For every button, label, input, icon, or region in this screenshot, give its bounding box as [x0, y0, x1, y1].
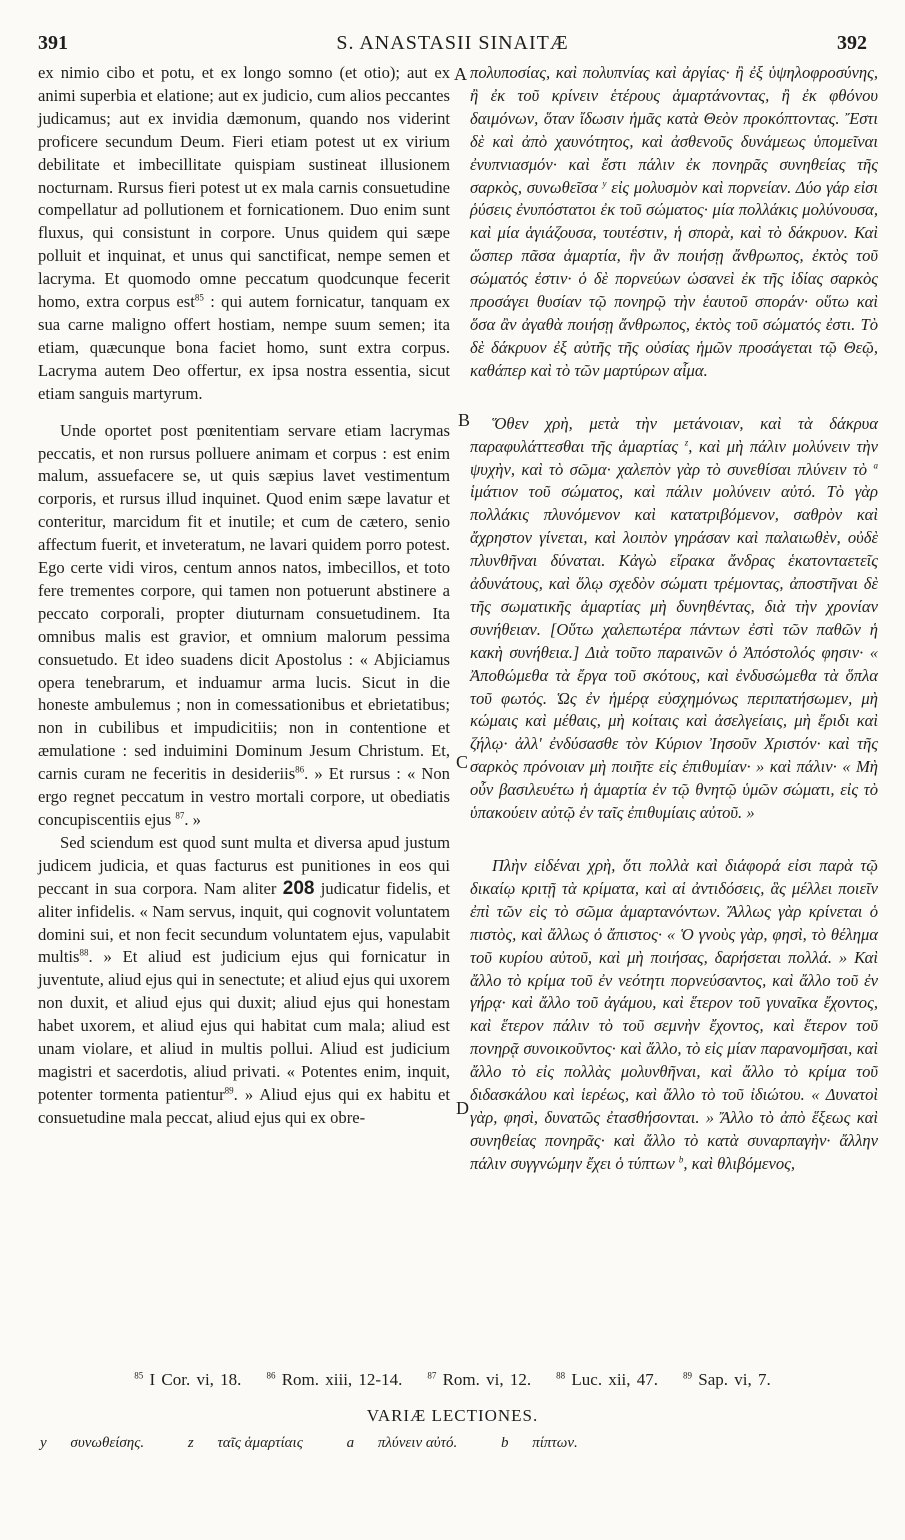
footnote-number: 87: [427, 1370, 437, 1381]
footnote-ref: 87: [175, 810, 185, 821]
footnote: [427, 1370, 531, 1389]
latin-column: [38, 62, 450, 1130]
latin-text: Unde oportet post pœnitentiam servare etiam lacrymas peccatis, et non rursus polluere animam et corpus : est enim malum, assuefacere se, ut quis sæpius lavet vestimentum corporis, et rursus illud inquinet. Quod enim sæpe lavatur et conteritur, marcidum fit et inutile; et cum de cætero, senio affectum fuerit, et inveteratum, ne lavari quidem porro potest. Ego certe vidi viros, centum annos natos, imbecillos, et toto fere trementes corpore, qui tamen non potuerunt abstinere a peccato corporali, propter diuturnam consuetudinem. Ita omnibus malis est gravior, et omnium malorum pessima consuetudo. Et ideo suadens dicit Apostolus : « Abjiciamus opera tenebrarum, et induamur arma lucis. Sicut in die honeste ambulemus ; non in comessationibus et ebrietatibus; non in cubilibus et impudicitiis; non in contentione et æmulatione : sed induimini Dominum Jesum Christum. Et, carnis curam ne feceritis in desideriis: [38, 420, 450, 784]
footnote-text: I Cor. vi, 18.: [149, 1370, 242, 1389]
greek-text: ἱμάτιον τοῦ σώματος, καὶ πάλιν μολύνειν αὐτό. Τὸ γὰρ πολλάκις πλυνόμενον καὶ κατατριβόμενον, σαθρὸν καὶ ἄχρηστον γίνεται, καὶ λοιπὸν γηράσαν καὶ παλαιωθὲν, οὐδὲ πλυνθῆναι δύναται. Κἀγὼ εἴρακα ἄνδρας ἑκατονταετεῖς ἀδυνάτους, καὶ ὅλῳ σχεδὸν σώματι τρέμοντας, ἀποστῆναι δὲ τῆς σωματικῆς ἁμαρτίας μὴ δυνηθέντας, διὰ τὴν χρονίαν συνήθειαν. [Οὕτω χαλεπωτέρα πάντων ἐστὶ τῶν παθῶν ἡ κακὴ συνήθεια.] Διὰ τοῦτο παραινῶν ὁ Ἀπόστολός φησιν· « Ἀποθώμεθα τὰ ἔργα τοῦ σκότους, καὶ ἐνδυσώμεθα τὰ ὅπλα τοῦ φωτός. Ὡς ἐν ἡμέρᾳ εὐσχημόνως περιπατήσωμεν, μὴ κώμαις καὶ μέθαις, μὴ κοίταις καὶ ἀσελγείαις, μὴ ἔριδι καὶ ζήλῳ· ἀλλ' ἐνδύσασθε τὸν Κύριον Ἰησοῦν Χριστόν· καὶ τῆς σαρκὸς πρόνοιαν μὴ ποιῆτε εἰς ἐπιθυμίαν· » καὶ πάλιν· « Μὴ οὖν βασιλευέτω ἡ ἁμαρτία ἐν τῷ θνητῷ ὑμῶν σώματι, εἰς τὸ ὑπακούειν αὐτῷ ἐν ταῖς ἐπιθυμίαις αὐτοῦ. »: [470, 482, 878, 823]
variant-ref: a: [873, 459, 878, 470]
variant-ref: b: [678, 1154, 684, 1165]
latin-text: ex nimio cibo et potu, et ex longo somno (et otio); aut ex animi superbia et elatione; aut ex judicio, cum alios peccantes judicamus; aut ex invidia dæmonum, quando nos viderint proficere secundum Deum. Fieri etiam potest ut ex virium debilitate et imbecillitate quispiam sustineat illusionem nocturnam. Rursus fieri potest ut ex mala carnis consuetudine compellatur ad pollutionem et fornicationem. Duo enim sunt fluxus, qui consistunt in corpore. Unus quidem qui sæpe polluit et inquinat, et unus qui sanctificat, nempe semen et lacryma. Et quomodo omne peccatum quodcunque fecerit homo, extra corpus est: [38, 63, 450, 312]
variant-mark: a: [346, 1435, 355, 1451]
greek-paragraph-3: [470, 855, 878, 1176]
variant-reading: [347, 1435, 478, 1451]
variant-text: πίπτων.: [532, 1435, 578, 1451]
latin-paragraph-3: [38, 832, 450, 1130]
footnote-text: Sap. vi, 7.: [698, 1370, 771, 1389]
footnote-ref: 89: [224, 1085, 234, 1096]
footnote-number: 89: [683, 1370, 693, 1381]
latin-text: Sed sciendum est quod sunt multa et diversa apud justum judicem judicia, et quas facturus est punitiones in eos qui peccant in sua corpora. Nam aliter: [38, 832, 450, 898]
variant-mark: z: [187, 1435, 194, 1451]
greek-text: , καὶ θλιβόμενος,: [683, 1153, 796, 1173]
variant-ref: y: [602, 178, 607, 188]
greek-paragraph-1: [470, 62, 878, 383]
greek-paragraph-2: [470, 413, 878, 825]
variae-lectiones-title: VARIÆ LECTIONES.: [366, 1406, 539, 1425]
running-title: S. ANASTASII SINAITÆ: [336, 32, 569, 54]
greek-text: εἰς μολυσμὸν καὶ πορνείαν. Δύο γάρ εἰσι ῥύσεις ἐνυπόστατοι ἐκ τοῦ σώματος· μία πολλάκις μολύνουσα, καὶ μία ἁγιάζουσα, τουτέστιν, ἡ σπορὰ, καὶ τὸ δάκρυον. Καὶ ὥσπερ πᾶσα ἁμαρτία, ἣν ἂν ποιήσῃ ἄνθρωπος, ἐκτὸς τοῦ σώματός ἐστιν· ὁ δὲ πορνεύων ὡσανεὶ ἐκ τῆς ἰδίας σαρκὸς προσάγει θυσίαν τῷ πονηρῷ τὴν ἑαυτοῦ σποράν· οὕτω καὶ ὅσα ἂν ἀγαθὰ ποιήσῃ ἄνθρωπος, ἐκτὸς τοῦ σώματός ἐστι. Τὸ δὲ δάκρυον ἐξ αὐτῆς τῆς οὐσίας ἡμῶν προσάγεται τῷ Θεῷ, καθάπερ καὶ τὸ τῶν μαρτύρων αἷμα.: [470, 177, 878, 380]
variant-mark: y: [40, 1435, 47, 1451]
footnotes: [30, 1370, 875, 1390]
footnote-ref: 88: [79, 947, 89, 958]
greek-text: Ὅθεν χρὴ, μετὰ τὴν μετάνοιαν, καὶ τὰ δάκρυα παραφυλάττεσθαι τῆς ἁμαρτίας: [470, 413, 878, 456]
footnote-ref: 86: [295, 764, 305, 775]
footnote: [683, 1370, 771, 1389]
latin-text: . » Et rursus : « Non ergo regnet peccatum in vestro mortali corpore, ut obediatis concupiscentiis ejus: [38, 764, 450, 829]
variae-lectiones: [40, 1435, 865, 1452]
variant-text: πλύνειν αὐτό.: [377, 1435, 458, 1451]
latin-text: : qui autem fornicatur, tanquam ex sua carne maligno offert hostiam, nempe suum semen; ita etiam, quæcunque bona faciet homo, sunt extra corpus. Lacryma autem Deo offertur, ex ipsa nostra essentia, sicut etiam sanguis martyrum.: [38, 292, 450, 403]
greek-text: πολυποσίας, καὶ πολυπνίας καὶ ἀργίας· ἢ ἐξ ὑψηλοφροσύνης, ἢ ἐκ τοῦ κρίνειν ἑτέρους ἁμαρτάνοντας, ἢ ἐκ φθόνου δαιμόνων, ὅταν ἴδωσιν ἡμᾶς κατὰ Θεὸν προκόπτοντας. Ἔστι δὲ καὶ ἀπὸ χαυνότητος, καὶ ἀσθενοῦς δυνάμεως ὑπομεῖναι ἐνυπνιασμόν· καὶ ἔστι πάλιν ἐκ πονηρᾶς συνηθείας τῆς σαρκὸς, συνωθεῖσα: [470, 63, 878, 197]
latin-text: judicatur fidelis, et aliter infidelis. « Nam servus, inquit, qui cognovit voluntatem domini sui, et non fecit secundum voluntatem ejus, vapulabit multis: [38, 878, 451, 967]
footnote-text: Rom. xiii, 12-14.: [281, 1370, 403, 1389]
footnote: [556, 1370, 658, 1389]
greek-text: , καὶ μὴ πάλιν μολύνειν τὴν ψυχὴν, καὶ τὸ σῶμα· χαλεπὸν γὰρ τὸ συνεθίσαι πλύνειν τὸ: [470, 436, 878, 479]
latin-paragraph-1: [38, 62, 450, 406]
latin-text: . »: [184, 810, 201, 829]
variant-text: ταῖς ἁμαρτίαις: [217, 1435, 303, 1451]
footnote-number: 88: [556, 1370, 566, 1381]
section-marker-c: C: [456, 752, 469, 772]
migne-column-number: 208: [282, 877, 315, 899]
footnote-text: Rom. vi, 12.: [442, 1370, 532, 1389]
left-page-number: 391: [38, 32, 68, 54]
footnote: [134, 1370, 241, 1389]
right-page-number: 392: [837, 32, 867, 54]
section-marker-d: D: [456, 1098, 469, 1118]
latin-text: . » Aliud ejus qui ex habitu et consuetudine mala peccat, aliud ejus qui ex obre-: [38, 1084, 450, 1127]
variant-mark: b: [500, 1435, 509, 1451]
variant-text: συνωθείσης.: [70, 1435, 145, 1451]
greek-text: Πλὴν εἰδέναι χρὴ, ὅτι πολλὰ καὶ διάφορά εἰσι παρὰ τῷ δικαίῳ κριτῇ τὰ κρίματα, καὶ αἱ ἀντιδόσεις, ἃς μέλλει ποιεῖν ἐπὶ τῶν εἰς τὸ σῶμα ἁμαρτανόντων. Ἄλλως γὰρ κρίνεται ὁ πιστὸς, καὶ ἄλλως ὁ ἄπιστος· « Ὁ γνοὺς γὰρ, φησὶ, τὸ θέλημα τοῦ κυρίου αὐτοῦ, καὶ μὴ ποιήσας, δαρήσεται πολλά. » Καὶ ἄλλο τὸ κρίμα τοῦ ἐν νεότητι πορνεύσαντος, καὶ ἄλλο τοῦ ἐν γήρᾳ· καὶ ἄλλο τοῦ ἀγάμου, καὶ ἕτερον τοῦ γυναῖκα ἔχοντος, καὶ ἕτερον πάλιν τὸ τοῦ σεμνὴν ἔχοντος, καὶ ἕτερον τοῦ πονηρᾷ συνοικοῦντος· καὶ ἄλλο, τὸ εἰς μίαν παρανομῆσαι, καὶ ἄλλο τὸ εἰς πολλὰς μολυνθῆναι, καὶ ἄλλο τὸ κρίμα τοῦ διδασκάλου καὶ ἱερέως, καὶ ἄλλο τὸ τοῦ ἰδιώτου. « Δυνατοὶ γὰρ, φησὶ, δυνατῶς ἐτασθήσονται. » Ἄλλο τὸ ἀπὸ ἕξεως καὶ συνηθείας πονηρᾶς· καὶ ἄλλο τὸ κατὰ συναρπαγὴν· ἄλλην πάλιν συγγνώμην ἔχει ὁ τύπτων: [470, 856, 878, 1173]
running-header: [38, 32, 867, 62]
variant-reading: [188, 1435, 323, 1451]
section-marker-a: A: [454, 64, 467, 84]
footnote-text: Luc. xii, 47.: [571, 1370, 659, 1389]
footnote-number: 85: [134, 1370, 144, 1381]
latin-text: . » Et aliud est judicium ejus qui fornicatur in juventute, aliud ejus qui in senectute; et aliud ejus qui uxorem non duxit, et aliud ejus qui duxit; aliud ejus qui honestam habet uxorem, et aliud ejus qui habitat cum mala; aliud est unam violare, et aliud in multis pollui. Aliud est judicium magistri et sacerdotis, aliud privati. « Potentes enim, inquit, potenter tormenta patientur: [38, 947, 450, 1104]
greek-column: [470, 62, 878, 1176]
variant-ref: z: [684, 437, 689, 448]
latin-paragraph-2: [38, 420, 450, 832]
variant-reading: [501, 1435, 598, 1451]
footnote: [266, 1370, 402, 1389]
section-marker-b: B: [458, 410, 471, 430]
footnote-number: 86: [266, 1370, 276, 1381]
variant-reading: [40, 1435, 164, 1451]
footnote-ref: 85: [194, 292, 204, 303]
